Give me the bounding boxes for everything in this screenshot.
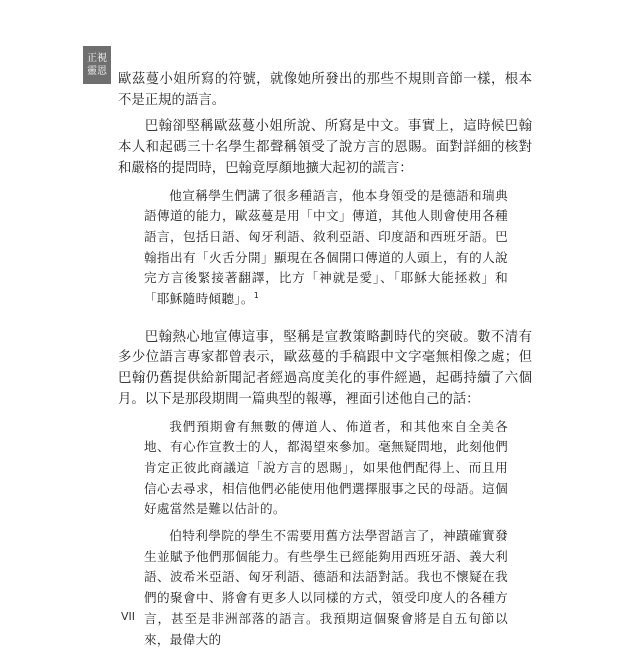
section-tab-line-2: 靈恩 [87,66,107,77]
block-quote-1 [144,186,508,310]
block-quote-3: 伯特利學院的學生不需要用舊方法學習語言了，神蹟確實發生並賦予他們那個能力。有些學生已經能夠用西班牙語、義大利語、波希米亞語、匈牙利語、德語和法語對話。我也不懷疑在我們的聚會中、將會有更多人以同樣的方式，領受印度人的各種方言，甚至是非洲部落的語言。我預期這個聚會將是自五旬節以來，最偉大的 [144,528,508,647]
section-tab-line-1: 正視 [87,53,107,64]
paragraph-3: 巴翰熱心地宣傳這事，堅稱是宣教策略劃時代的突破。數不清有多少位語言專家都曾表示，歐茲蔓的手稿跟中文字毫無相像之處；但巴翰仍舊提供給新聞記者經過高度美化的事件經過，起碼持續了六個月。以下是那段期間一篇典型的報導，裡面引述他自己的話： [118,329,532,407]
section-tab-label [83,46,111,84]
page-number: VII [121,610,136,623]
block-quote-2: 我們預期會有無數的傳道人、佈道者，和其他來自全美各地、有心作宣教士的人，都渴望來參加。毫無疑問地，此刻他們肯定正彼此商議這「說方言的恩賜」，如果他們配得上、而且用信心去尋求，相信他們必能使用他們選擇服事之民的母語。這個好處當然是難以估計的。 [144,418,508,517]
paragraph-1: 歐茲蔓小姐所寫的符號，就像她所發出的那些不規則音節一樣，根本不是正規的語言。 [118,72,532,108]
paragraph-2: 巴翰卻堅稱歐茲蔓小姐所說、所寫是中文。事實上，這時候巴翰本人和起碼三十名學生都聲稱領受了說方言的恩賜。面對詳細的核對和嚴格的提問時，巴翰竟厚顏地擴大起初的謊言： [118,119,532,176]
page-content [118,70,532,650]
block-quote-1-text: 他宣稱學生們講了很多種語言，他本身領受的是德語和瑞典語傳道的能力，歐茲蔓是用「中文」傳道，其他人則會使用各種語言，包括日語、匈牙利語、敘利亞語、印度語和西班牙語。巴翰指出有「火舌分開」顯現在各個開口傳道的人頭上，有的人說完方言後緊接著翻譯，比方「神就是愛」、「耶穌大能拯救」和「耶穌隨時傾聽」。 [144,187,508,307]
footnote-marker: 1 [253,290,260,300]
